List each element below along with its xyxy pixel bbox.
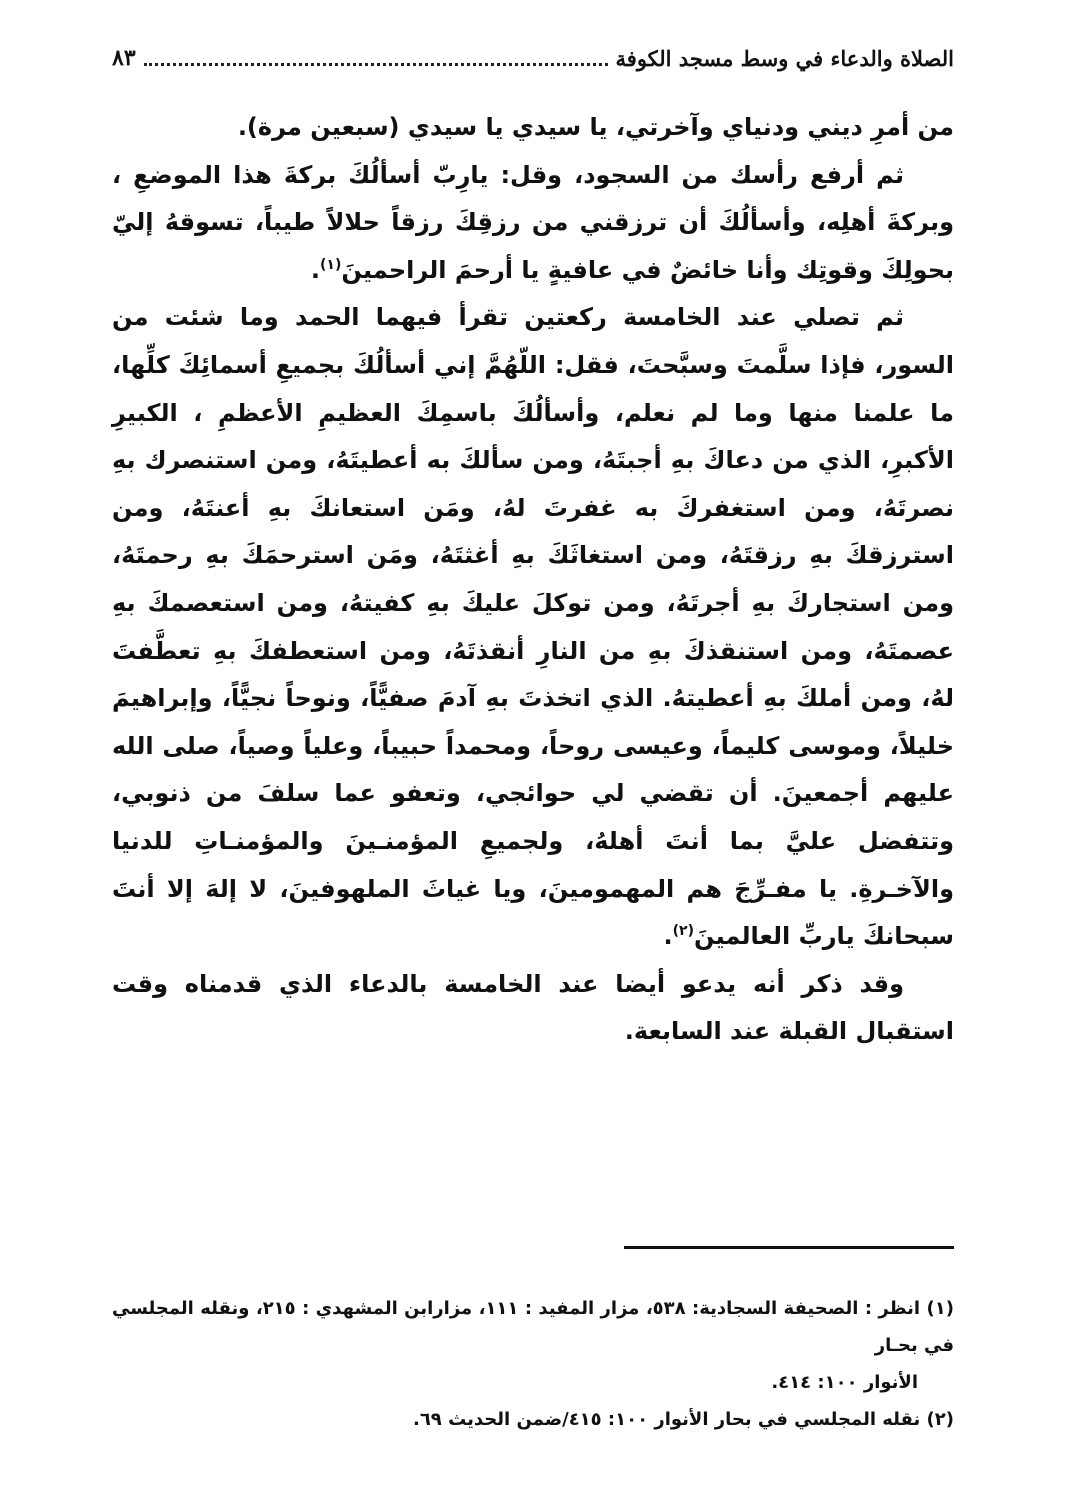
main-text <box>112 104 954 1056</box>
paragraph-3-text: ثم تصلي عند الخامسة ركعتين تقرأ فيهما الحمد وما شئت من السور، فإذا سلَّمتَ وسبَّحتَ، فقل: اللّهُمَّ إني أسألُكَ بجميعِ أسمائِكَ كلِّها، ما علمنا منها وما لم نعلم، وأسألُكَ باسمِكَ العظيمِ الأعظمِ ، الكبيرِ الأكبرِ، الذي من دعاكَ بهِ أجبتَهُ، ومن سألكَ به أعطيتَهُ، ومن استنصرك بهِ نصرتَهُ، ومن استغفركَ به غفرتَ لهُ، ومَن استعانكَ بهِ أعنتَهُ، ومن استرزقكَ بهِ رزقتَهُ، ومن استغاثَكَ بهِ أغثتَهُ، ومَن استرحمَكَ بهِ رحمتَهُ، ومن استجاركَ بهِ أجرتَهُ، ومن توكلَ عليكَ بهِ كفيتهُ، ومن استعصمكَ بهِ عصمتَهُ، ومن استنقذكَ بهِ من النارِ أنقذتَهُ، ومن استعطفكَ بهِ تعطَّفتَ لهُ، ومن أملكَ بهِ أعطيتهُ. الذي اتخذتَ بهِ آدمَ صفيًّاً، ونوحاً نجيًّاً، وإبراهيمَ خليلاً، وموسى كليماً، وعيسى روحاً، ومحمداً حبيباً، وعلياً وصياً، صلى الله عليهم أجمعينَ. أن تقضي لي حوائجي، وتعفو عما سلفَ من ذنوبي، وتتفضل عليَّ بما أنتَ أهلهُ، ولجميعِ المؤمنـينَ والمؤمنـاتِ للدنيا والآخـرةِ. يا مفـرِّجَ هم المهمومينَ، ويا غياثَ الملهوفينَ، لا إلهَ إلا أنتَ سبحانكَ ياربِّ العالمينَ <box>112 303 954 951</box>
paragraph-1 <box>112 104 954 152</box>
paragraph-2-end: . <box>310 255 320 284</box>
footnote-ref-1[interactable]: (١) <box>319 256 342 273</box>
paragraph-1-text: من أمرِ ديني ودنياي وآخرتي، يا سيدي يا سيدي (سبعين مرة). <box>237 113 954 141</box>
header-leader-dots <box>144 63 608 66</box>
paragraph-3-end: . <box>663 922 673 951</box>
paragraph-2-text: ثم أرفع رأسك من السجود، وقل: يارِبّ أسألُكَ بركةَ هذا الموضعِ ، وبركةَ أهلِه، وأسألُكَ أن ترزقني من رزقِكَ رزقاً حلالاً طيباً، تسوقهُ إليّ بحولِكَ وقوتِك وأنا خائضٌ في عافيةٍ يا أرحمَ الراحمينَ <box>112 160 954 284</box>
footnote-2-marker: (٢) <box>926 1409 954 1430</box>
footnote-ref-2[interactable]: (٢) <box>672 923 694 940</box>
footnote-1-continuation <box>112 1364 954 1401</box>
footnotes <box>112 1290 954 1438</box>
paragraph-3 <box>112 294 954 960</box>
footnote-1 <box>112 1290 954 1364</box>
paragraph-4 <box>112 961 954 1056</box>
footnote-2 <box>112 1401 954 1438</box>
running-title: الصلاة والدعاء في وسط مسجد الكوفة <box>615 45 954 71</box>
footnote-1-marker: (١) <box>926 1298 954 1319</box>
footnote-1-cont-text: الأنوار ١٠٠: ٤١٤. <box>771 1372 918 1393</box>
footnote-1-text: انظر : الصحيفة السجادية: ٥٣٨، مزار المفيد : ١١١، مزارابن المشهدي : ٢١٥، ونقله المجلسي في بحـار <box>112 1298 954 1356</box>
paragraph-4-text: وقد ذكر أنه يدعو أيضا عند الخامسة بالدعاء الذي قدمناه وقت استقبال القبلة عند السابعة. <box>112 969 954 1046</box>
page-number: ٨٣ <box>112 45 136 71</box>
footnote-separator <box>624 1246 954 1249</box>
page-header <box>112 38 954 78</box>
paragraph-2 <box>112 152 954 295</box>
footnote-2-text: نقله المجلسي في بحار الأنوار ١٠٠: ٤١٥/ضمن الحديث ٦٩. <box>412 1409 921 1430</box>
